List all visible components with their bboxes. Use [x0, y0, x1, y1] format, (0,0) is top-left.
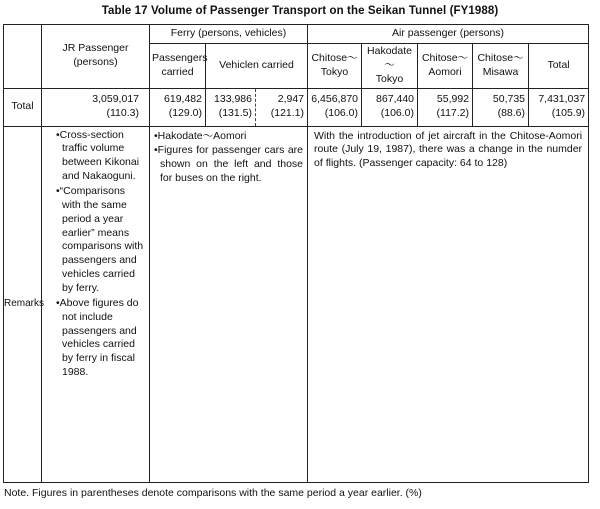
ferry-cars-cell: 133,986 (131.5)	[206, 88, 256, 126]
jr-remark-3: •Above figures do not include passengers and vehicles carried by ferry in fiscal 1988.	[56, 296, 139, 379]
chitose-misawa-cell: 50,735 (88.6)	[473, 88, 529, 126]
air-group-header: Air passenger (persons)	[308, 25, 589, 44]
footnote: Note. Figures in parentheses denote comparisons with the same period a year earlier. (%)	[4, 487, 422, 499]
remarks-label: Remarks	[4, 126, 42, 482]
jr-remark-2: •“Comparisons with the same period a year earlier” means comparisons with passengers and vehicles carried by ferry.	[56, 185, 144, 295]
jr-passenger-header: JR Passenger (persons)	[42, 25, 150, 89]
passengers-carried-header: Passengers carried	[150, 44, 206, 89]
air-total-header: Total	[529, 44, 589, 89]
jr-remarks-cell	[42, 126, 150, 482]
chitose-misawa-header: Chitose～ Misawa	[473, 44, 529, 89]
chitose-aomori-cell: 55,992 (117.2)	[418, 88, 473, 126]
air-total-cell: 7,431,037 (105.9)	[529, 88, 589, 126]
ferry-passengers-cell: 619,482 (129.0)	[150, 88, 206, 126]
hakodate-tokyo-cell: 867,440 (106.0)	[362, 88, 418, 126]
total-row	[4, 88, 589, 126]
header-row-1	[4, 25, 589, 44]
ferry-remark-2: •Figures for passenger cars are shown on the left and those for buses on the right.	[154, 144, 304, 185]
jr-total-cell: 3,059,017 (110.3)	[42, 88, 150, 126]
vehicles-carried-header: Vehiclen carried	[206, 44, 308, 89]
ferry-group-header: Ferry (persons, vehicles)	[150, 25, 308, 44]
hakodate-tokyo-header: Hakodate～ Tokyo	[362, 44, 418, 89]
remarks-row	[4, 126, 589, 482]
chitose-tokyo-cell: 6,456,870 (106.0)	[308, 88, 362, 126]
table-title: Table 17 Volume of Passenger Transport on the Seikan Tunnel (FY1988)	[101, 5, 499, 17]
jr-remark-1: •Cross-section traffic volume between Kikonai and Nakaoguni.	[56, 128, 140, 183]
corner-cell	[4, 25, 42, 89]
ferry-remarks-cell	[150, 126, 308, 482]
transport-table	[3, 24, 589, 483]
chitose-tokyo-header: Chitose～ Tokyo	[308, 44, 362, 89]
ferry-buses-cell: 2,947 (121.1)	[256, 88, 308, 126]
total-label: Total	[4, 88, 42, 126]
ferry-remark-1: •Hakodate～Aomori	[154, 129, 247, 142]
air-remarks-cell: With the introduction of jet aircraft in the Chitose-Aomori route (July 19, 1987), there was a change in the numder of flights. (Passenger capacity: 64 to 128)	[308, 126, 589, 482]
chitose-aomori-header: Chitose～ Aomori	[418, 44, 473, 89]
